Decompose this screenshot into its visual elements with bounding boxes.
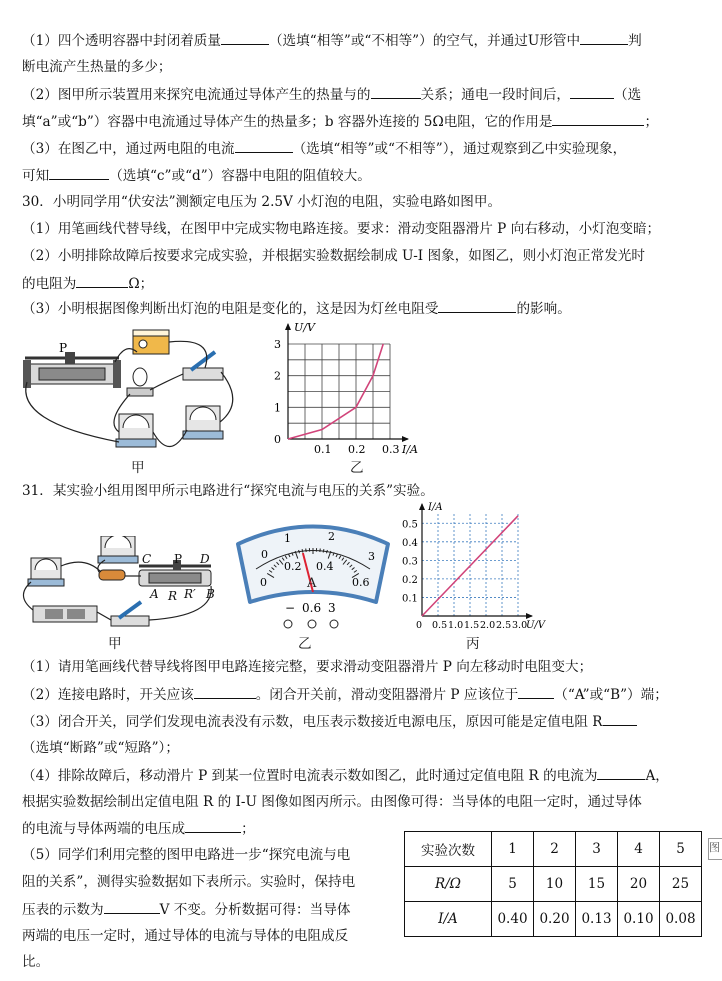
q30-part-2: （2）小明排除故障后按要求完成实验，并根据实验数据绘制成 U-I 图象，如图乙，则小灯泡正常发光时 <box>22 248 645 264</box>
q30-part-3: （3）小明根据图像判断出灯泡的电阻是变化的，这是因为灯丝电阻受 的影响。 <box>22 298 571 319</box>
q29-line-3: （2）图甲所示装置用来探究电流通过导体产生的热量与的 关系；通电一段时间后， （选 <box>22 84 641 105</box>
x-tick-label: 0.2 <box>348 443 366 456</box>
table-header-cell: 4 <box>618 832 660 867</box>
answer-blank[interactable] <box>194 684 256 699</box>
y-axis-label: U/V <box>294 321 315 334</box>
x-tick-label: 3.0 <box>512 620 528 631</box>
answer-blank[interactable] <box>221 30 269 45</box>
terminal-label: 3 <box>328 601 336 615</box>
binding-posts <box>284 620 338 628</box>
q29-line-5: （3）在图乙中，通过两电阻的电流 （选填“相等”或“不相等”），通过观察到乙中实验现象， <box>22 138 626 159</box>
table-cell: 0.10 <box>618 902 660 937</box>
switch-icon <box>111 602 149 626</box>
x-tick-label: 1.5 <box>464 620 480 631</box>
q31-part-5c: 压表的示数为 V 不变。分析数据可得：当导体 <box>22 899 350 920</box>
x-tick-label: 2.0 <box>480 620 496 631</box>
table-header-cell: 实验次数 <box>405 832 492 867</box>
q31-iu-chart <box>396 500 556 636</box>
y-tick-label: 0.4 <box>402 537 418 549</box>
answer-blank[interactable] <box>235 138 293 153</box>
terminal-label-a: A <box>150 587 159 601</box>
y-axis-arrow <box>285 323 291 330</box>
table-header-cell: 1 <box>492 832 534 867</box>
q29-line-1: （1）四个透明容器中封闭着质量 （选填“相等”或“不相等”）的空气，并通过U形管中 判 <box>22 30 642 51</box>
q31-part-4c: 根据实验数据绘制出定值电阻 R 的 I-U 图像如图丙所示。由图像可得：当导体的电阻一定时，通过导体 <box>22 794 642 810</box>
y-tick-label: 0.3 <box>402 556 418 568</box>
q31-part-1: （1）请用笔画线代替导线将图甲电路连接完整，要求滑动变阻器滑片 P 向左移动时电阻变大； <box>22 659 593 675</box>
q31-part-4: （4）排除故障后，移动滑片 P 到某一位置时电流表示数如图乙，此时通过定值电阻 R 的电流为 A， <box>22 765 669 786</box>
y-tick-label: 3 <box>274 338 281 351</box>
y-tick-label: 2 <box>274 369 281 383</box>
y-tick-label: 0.1 <box>402 593 418 605</box>
y-tick-label: 0.2 <box>402 574 418 586</box>
experiment-table <box>404 831 702 937</box>
q29-line-6: 可知 （选填“c”或“d”）容器中电阻的阻值较大。 <box>22 165 371 186</box>
q30-part-2b: 的电阻为 Ω； <box>22 273 153 294</box>
top-scale-label: 3 <box>368 550 375 563</box>
table-row <box>405 902 702 937</box>
dial-tick <box>323 549 324 552</box>
y-axis-arrow <box>419 503 425 510</box>
ammeter-icon <box>116 414 156 447</box>
q31-part-3b: （选填“断路”或“短路”）； <box>22 740 179 756</box>
q31-part-2: （2）连接电路时，开关应该 。闭合开关前，滑动变阻器滑片 P 应该位于 （“A”或“B”）端； <box>22 684 668 705</box>
switch-icon <box>183 352 223 380</box>
q31-part-5f: 比。 <box>22 954 50 970</box>
figure-label-yi: 乙 <box>350 460 364 476</box>
bottom-scale-label: 0.6 <box>352 576 370 589</box>
answer-blank[interactable] <box>185 818 241 833</box>
table-header-row <box>405 832 702 867</box>
table-cell: 25 <box>660 867 702 902</box>
voltmeter-icon <box>183 406 223 439</box>
x-tick-label: 0.1 <box>314 443 332 456</box>
x-tick-label: 0.5 <box>432 620 448 631</box>
q31-part-5b: 阻的关系”，测得实验数据如下表所示。实验时，保持电 <box>22 874 356 890</box>
table-cell: 0.08 <box>660 902 702 937</box>
q30-circuit-figure <box>15 322 250 472</box>
q31-part-4d: 的电流与导体两端的电压成 ； <box>22 818 255 839</box>
answer-blank[interactable] <box>371 84 421 99</box>
table-cell: 5 <box>492 867 534 902</box>
table-cell: 10 <box>534 867 576 902</box>
answer-blank[interactable] <box>76 273 128 288</box>
answer-blank[interactable] <box>603 711 637 726</box>
answer-blank[interactable] <box>570 84 614 99</box>
ammeter-dial-figure <box>228 514 398 639</box>
table-header-cell: 5 <box>660 832 702 867</box>
terminal-label-c: C <box>142 552 152 566</box>
x-tick-label: 0.3 <box>382 443 400 456</box>
table-row <box>405 867 702 902</box>
answer-blank[interactable] <box>597 765 645 780</box>
x-axis-arrow <box>402 436 409 442</box>
slider-label-p: P <box>59 341 68 355</box>
lamp-icon <box>127 368 153 396</box>
x-axis-arrow <box>526 613 533 619</box>
table-cell: 20 <box>618 867 660 902</box>
y-tick-label: 0.5 <box>402 519 418 531</box>
x-axis-label: U/V <box>526 620 546 631</box>
top-scale-label: 0 <box>261 548 268 561</box>
rheostat-icon <box>23 352 121 388</box>
answer-blank[interactable] <box>580 30 628 45</box>
figure-label-bing: 丙 <box>466 636 480 652</box>
table-cell: 15 <box>576 867 618 902</box>
voltmeter-icon <box>98 536 138 563</box>
table-cell: 0.13 <box>576 902 618 937</box>
dial-tick <box>302 549 303 552</box>
table-header-cell: 3 <box>576 832 618 867</box>
ammeter-icon <box>28 558 64 586</box>
figure-label-jia: 甲 <box>108 636 122 652</box>
dial-tick <box>320 549 321 553</box>
y-axis-label: I/A <box>428 502 443 513</box>
answer-blank[interactable] <box>518 684 554 699</box>
figure-label-yi: 乙 <box>298 636 312 652</box>
battery-icon <box>33 606 97 622</box>
terminal-label-b: B <box>206 587 215 601</box>
power-supply-icon <box>133 330 169 354</box>
x-axis-label: I/A <box>402 443 418 456</box>
terminal-label-d: D <box>200 552 210 566</box>
q30-title: 30．小明同学用“伏安法”测额定电压为 2.5V 小灯泡的电阻，实验电路如图甲。 <box>22 194 502 210</box>
top-scale-label: 2 <box>328 530 335 543</box>
q30-ui-chart <box>262 318 432 458</box>
q31-part-5a: （5）同学们利用完整的图甲电路进一步“探究电流与电 <box>22 847 351 863</box>
terminal-label: 0.6 <box>302 601 322 615</box>
answer-blank[interactable] <box>438 298 516 313</box>
resistor-icon <box>99 570 125 580</box>
dial-unit: A <box>307 576 317 591</box>
rheostat-label: R′ <box>184 587 196 601</box>
top-scale-label: 1 <box>284 532 291 545</box>
q30-part-1: （1）用笔画线代替导线，在图甲中完成实物电路连接。要求：滑动变阻器滑片 P 向右移动，小灯泡变暗； <box>22 221 661 237</box>
table-header-cell: 2 <box>534 832 576 867</box>
terminal-label: − <box>285 601 296 615</box>
slider-label-p: P <box>174 552 183 566</box>
table-row-label: I/A <box>405 902 492 937</box>
table-cell: 0.20 <box>534 902 576 937</box>
answer-blank[interactable] <box>49 165 109 180</box>
bottom-scale-label: 0.4 <box>316 560 334 573</box>
y-tick-label: 1 <box>274 401 281 415</box>
q29-line-4: 填“a”或“b”）容器中电流通过导体产生的热量多；b 容器外连接的 5Ω电阻，它的作用是 ； <box>22 111 658 132</box>
resistor-label-r: R <box>168 589 178 603</box>
q31-title: 31．某实验小组用图甲所示电路进行“探究电流与电压的关系”实验。 <box>22 483 434 499</box>
table-cell: 0.40 <box>492 902 534 937</box>
y-tick-label: 0 <box>274 433 281 446</box>
q31-part-3: （3）闭合开关，同学们发现电流表没有示数，电压表示数接近电源电压，原因可能是定值电阻 R <box>22 711 637 732</box>
bottom-scale-label: 0.2 <box>284 560 302 573</box>
bottom-scale-label: 0 <box>260 576 267 589</box>
dial-tick <box>306 549 307 553</box>
q29-line-2: 断电流产生热量的多少； <box>22 59 172 75</box>
x-tick-label: 2.5 <box>496 620 512 631</box>
side-mark: 图 <box>708 838 722 860</box>
answer-blank[interactable] <box>552 111 644 126</box>
table-row-label: R/Ω <box>405 867 492 902</box>
x-tick-label: 1.0 <box>448 620 464 631</box>
figure-label-jia: 甲 <box>131 460 145 476</box>
answer-blank[interactable] <box>104 899 160 914</box>
q31-part-5e: 两端的电压一定时，通过导体的电流与导体的电阻成反 <box>22 928 349 944</box>
x-tick-label: 0 <box>416 620 423 631</box>
